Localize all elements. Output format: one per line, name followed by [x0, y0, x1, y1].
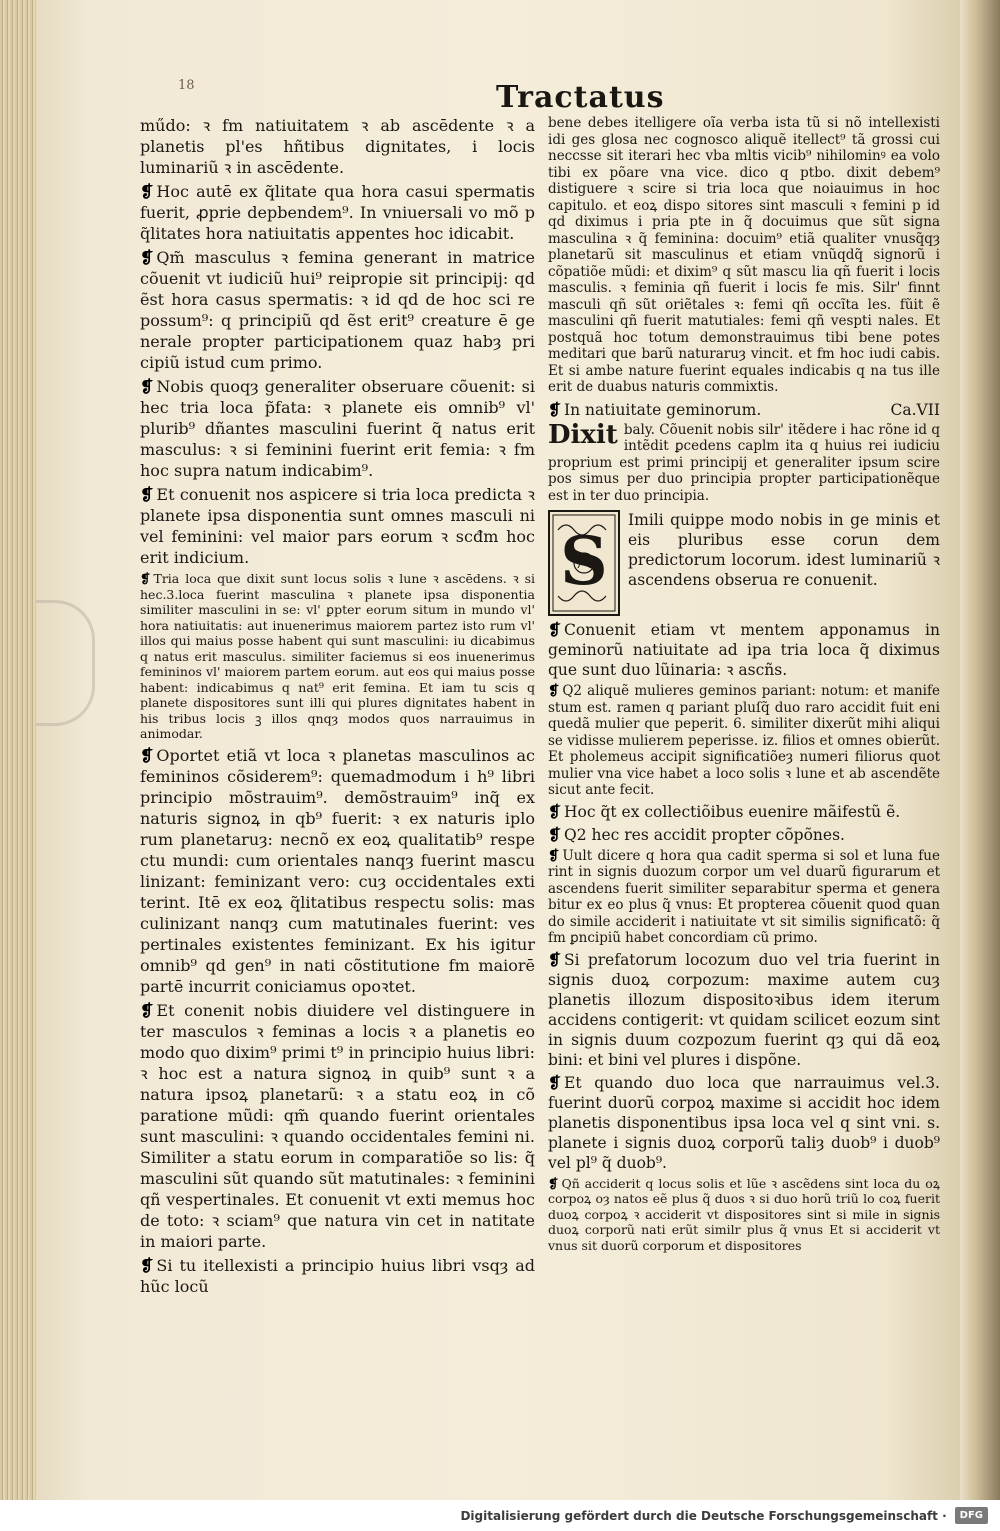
- footer-credit: Digitalisierung gefördert durch die Deutsche Forschungsgemeinschaft ·: [460, 1508, 947, 1523]
- left-paragraph-3: [140, 247, 535, 373]
- initial-letter: S: [560, 522, 608, 600]
- chapter-title: [548, 400, 761, 420]
- paragraph-mark-icon: ❡: [548, 1175, 559, 1191]
- page-fore-edge: [0, 0, 36, 1500]
- right-paragraph-8: [548, 950, 940, 1070]
- right-paragraph-6: [548, 825, 940, 845]
- right-paragraph-10-text: Qñ acciderit q locus solis et lũe ꝛ ascẽdens sint loca du oꝝ corpoꝝ oȝ natos eẽ plus q̃ duos ꝛ si duo horũ triũ lo coꝝ fuerit duoꝝ corpoꝝ ꝛ acciderit vt dispositores sint si mile in signis duoꝝ corporũ nati erũt similr plus q̃ vnus Et si acciderit vt vnus sit duorũ corporum et dispositores: [548, 1175, 940, 1253]
- right-paragraph-3: [548, 620, 940, 680]
- right-paragraph-4: [548, 683, 940, 799]
- chapter-number: Ca.VII: [890, 400, 940, 419]
- right-paragraph-8-text: Si prefatorum locozum duo vel tria fuerint in signis duoꝝ corpozum: maxime autem cuȝ planetis illozum dispositoꝛibus idem iterum accidens contigerit: vt quidam scilicet eozum sint in signis duum cozpozum fuerint qȝ qui dã eoꝝ bini: et bini vel plures i dispõne.: [548, 950, 940, 1069]
- pen-mark: 18: [178, 78, 195, 93]
- chapter-heading: [548, 400, 940, 420]
- right-paragraph-3-text: Conuenit etiam vt mentem apponamus in geminorũ natiuitate ad ipa tria loca q̃ diximus que sunt duo lũinaria: ꝛ ascñs.: [548, 621, 940, 679]
- paragraph-mark-icon: ❡: [140, 377, 154, 396]
- left-paragraph-7: [140, 745, 535, 997]
- chapter-title-text: In natiuitate geminorum.: [564, 400, 762, 419]
- paragraph-mark-icon: ❡: [140, 571, 151, 586]
- left-column: [140, 115, 535, 1300]
- paragraph-mark-icon: ❡: [548, 683, 560, 699]
- paragraph-mark-icon: ❡: [140, 745, 154, 765]
- left-paragraph-5: [140, 484, 535, 568]
- right-paragraph-10: [548, 1176, 940, 1254]
- left-paragraph-9: [140, 1255, 535, 1297]
- paragraph-mark-icon: ❡: [548, 824, 561, 844]
- dixit-word: Dixit: [548, 419, 618, 450]
- right-paragraph-2: [548, 419, 940, 505]
- paragraph-mark-icon: ❡: [548, 1072, 561, 1092]
- book-gutter: [960, 0, 1000, 1500]
- right-paragraph-5: [548, 802, 940, 822]
- decorated-initial-block: [548, 510, 940, 616]
- right-paragraph-7: [548, 848, 940, 947]
- left-paragraph-4: [140, 376, 535, 481]
- paragraph-mark-icon: ❡: [140, 248, 154, 267]
- paragraph-mark-icon: ❡: [140, 1000, 154, 1020]
- left-paragraph-3-text: Qm̃ masculus ꝛ femina generant in matrice cõuenit vt iudiciũ hui⁹ reipropie sit principij: qd ẽst hora casus spermatis: ꝛ id qd de hoc sci re possum⁹: q principiũ qd ẽst erit⁹ creature ē ge nerale propter participationem quaz habȝ pri cipiũ istud cum primo.: [140, 248, 535, 372]
- paragraph-mark-icon: ❡: [140, 485, 154, 504]
- running-head: Tractatus: [496, 80, 665, 115]
- paragraph-mark-icon: ❡: [140, 182, 154, 201]
- left-paragraph-8: [140, 1000, 535, 1252]
- left-paragraph-5-text: Et conuenit nos aspicere si tria loca predicta ꝛ planete ipsa disponentia sunt omnes masculi ni vel feminini: vel maior pars eorum ꝛ scđm hoc erit indicium.: [140, 485, 535, 567]
- left-paragraph-7-text: Oportet etiã vt loca ꝛ planetas masculinos ac femininos cõsiderem⁹: quemadmodum i h⁹ libri principio mõstrauim⁹. demõstrauim⁹ inq̃ ex naturis signoꝝ in qb⁹ fuerit: ꝛ ex naturis iplo rum planetaruȝ: necnõ ex eoꝝ qualitatib⁹ respe ctu mundi: cum orientales nanqȝ fuerint mascu linizant: feminizant vero: cuȝ occidentales exti terint. Itē ex eoꝝ q̃litatibus respectu solis: mas culinizant nanqȝ cum matutinales fuerint: ves pertinales existentes feminizant. Ex his igitur omnib⁹ qd gen⁹ in nati cõstitutione fm maiorē partē incurrit coniciamus opoꝛtet.: [140, 745, 535, 996]
- paragraph-mark-icon: ❡: [548, 949, 561, 969]
- left-paragraph-8-text: Et conenit nobis diuidere vel distinguere in ter masculos ꝛ feminas a locis ꝛ a planetis eo modo quo dixim⁹ primi t⁹ in principio huius libri: ꝛ hoc est a natura signoꝝ in quib⁹ sunt ꝛ a natura ipsoꝝ planetarũ: ꝛ a statu eoꝝ in cõ paratione mũdi: qm̃ quando fuerint orientales sunt masculini: ꝛ quando occidentales femini ni. Similiter a statu eorum in comparatiõe so lis: q̃ masculini sũt quando sũt matutinales: ꝛ feminini qñ vespertinales. Et conuenit vt exti memus hoc de toto: ꝛ sciam⁹ que natura vin cet in natitate in maiori parte.: [140, 1000, 535, 1251]
- paragraph-mark-icon: ❡: [548, 801, 561, 821]
- right-paragraph-2-text: baly. Cõuenit nobis silr' itẽdere i hac rõne id q intẽdit ꝑcedens caplm ita q huius rei iudiciu proprium est primi principij et generaliter ipsum scire pos simus per duo principia propter participationẽque est in ter duo principia.: [548, 421, 940, 504]
- footer-bar: [0, 1500, 1000, 1531]
- right-paragraph-4-text: Q2 aliquẽ mulieres geminos pariant: notum: et manife stum est. ramen q pariant pluſq̃ duo raro accidit fuit eni quedã mulier que peperit. 6. similiter dixerũt mihi aliqui se vidisse mulierem peperisse. iz. filios et omnes obierũt. Et pholemeus accipit significatiõeȝ numeri filiorus quot mulier vna vice habet a loco solis ꝛ lune et ab ascendẽte sicut ante fecit.: [548, 683, 940, 798]
- page-clip-shadow: [36, 600, 95, 726]
- left-paragraph-6: [140, 571, 535, 742]
- paragraph-mark-icon: ❡: [140, 1255, 154, 1275]
- left-paragraph-2: [140, 181, 535, 244]
- paragraph-mark-icon: ❡: [548, 620, 561, 639]
- right-paragraph-9: [548, 1073, 940, 1173]
- dfg-logo-icon: DFG: [955, 1507, 988, 1524]
- right-paragraph-6-text: Q2 hec res accidit propter cõpõnes.: [564, 825, 845, 844]
- paragraph-mark-icon: ❡: [548, 399, 561, 419]
- left-paragraph-1: műdo: ꝛ fm natiuitatem ꝛ ab ascēdente ꝛ a planetis pl'es hñtibus dignitates, i locis luminariũ ꝛ in ascēdente.: [140, 116, 535, 177]
- right-paragraph-5-text: Hoc q̃t ex collectiõibus euenire mãifestũ ẽ.: [564, 802, 901, 821]
- decorated-initial-s-icon: [548, 510, 620, 616]
- right-paragraph-1: bene debes itelligere oĩa verba ista tũ si nõ intellexisti idi ges glosa nec cognosco aliquẽ itellect⁹ tã grossi cui neccsse sit iterari hec vba mltis vicib⁹ nihilominꝰ ea volo tibi ex põare vna vice. dico q ptbo. dixit debem⁹ distiguere ꝛ scire si tria loca que noiauimus in hoc capitulo. et eoꝝ dispo sitores sint masculi ꝛ femini p id qd diximus i pria pte in q̃ docuimus que sũt signa masculina ꝛ q̃ feminina: docuim⁹ etiã qualiter vnusq̃qȝ planetarũ sit masculinus et etiam vnũqdq̃ signorũ i cõpatiõe mũdi: et dixim⁹ q sũt mascu lia qñ fuerit i locis masculis. ꝛ feminia qñ fuerit i locis fe mis. Silr' finnt masculi qñ sũt oriẽtales ꝛ: femi qñ occĩta les. fũit ẽ masculini qñ fuerit matutiales: femi qñ vespti nales. Et postquã hoc totum demonstrauimus tibi bene potes meditari que barũ naturaruȝ vincit. et fm hoc iudi cabis. Et si ambe nature fuerint equales indicabis q na tus ille erit de duabus naturis commixtis.: [548, 115, 940, 395]
- initial-paragraph: Imili quippe modo nobis in ge minis et eis pluribus esse corun dem predictorum locorum. idest luminariũ ꝛ ascendens obserua re conuenit.: [628, 511, 940, 589]
- right-column: [548, 115, 940, 1256]
- right-paragraph-9-text: Et quando duo loca que narrauimus vel.3. fuerint duorũ corpoꝝ maxime si accidit hoc idem planetis disponentibus ipsa loca vel q sint vni. s. planete i signis duoꝝ corporũ taliȝ duob⁹ i duob⁹ vel pl⁹ q̃ duob⁹.: [548, 1073, 940, 1172]
- left-paragraph-2-text: Hoc autē ex q̃litate qua hora casui spermatis fuerit, ꝓprie depbendem⁹. In vniuersali vo mõ p q̃litates hora natiuitatis appentes hoc idicabit.: [140, 182, 535, 243]
- paragraph-mark-icon: ❡: [548, 847, 560, 864]
- right-paragraph-7-text: Uult dicere q hora qua cadit sperma si sol et luna fue rint in signis duozum corpor um vel duarũ figurarum et ascendens fuerit similiter separabitur sperma et genera bitur ex eo plus q̃ vnus: Et propterea cõuenit quod quan do simile acciderit i natiuitate vt sit similis significatõ: q̃ fm ꝑncipiũ habet concordiam cũ primo.: [548, 847, 940, 946]
- left-paragraph-6-text: Tria loca que dixit sunt locus solis ꝛ lune ꝛ ascēdens. ꝛ si hec.3.loca fuerint masculina ꝛ planete ipsa disponentia similiter masculini in se: vl' ꝑpter eorum situm in mundo vl' hora natiuitatis: aut inuenerimus maiorem partez isto rum vl' illos qui maius posse habent qui sunt masculini: iu dicabimus q natus erit masculus. similiter faciemus si eos inuenerimus femininos vl' maiorem partem eorum. aut eos qui maius posse habent: indicabimus q nat⁹ erit femina. Et iam tu scis q planete dispositores sunt illi qui plures dignitates habent in his tribus locis ꝫ illos qnqȝ modos quos narrauimus in animodar.: [140, 571, 535, 741]
- left-paragraph-9-text: Si tu itellexisti a principio huius libri vsqȝ ad hũc locũ: [140, 1255, 535, 1296]
- left-paragraph-4-text: Nobis quoqȝ generaliter obseruare cõuenit: si hec tria loca p̃fata: ꝛ planete eis omnib⁹ vl' plurib⁹ dñantes masculini fuerint q̃ natus erit masculus: ꝛ si feminini fuerint erit femia: ꝛ fm hoc supra natum indicabim⁹.: [140, 377, 535, 480]
